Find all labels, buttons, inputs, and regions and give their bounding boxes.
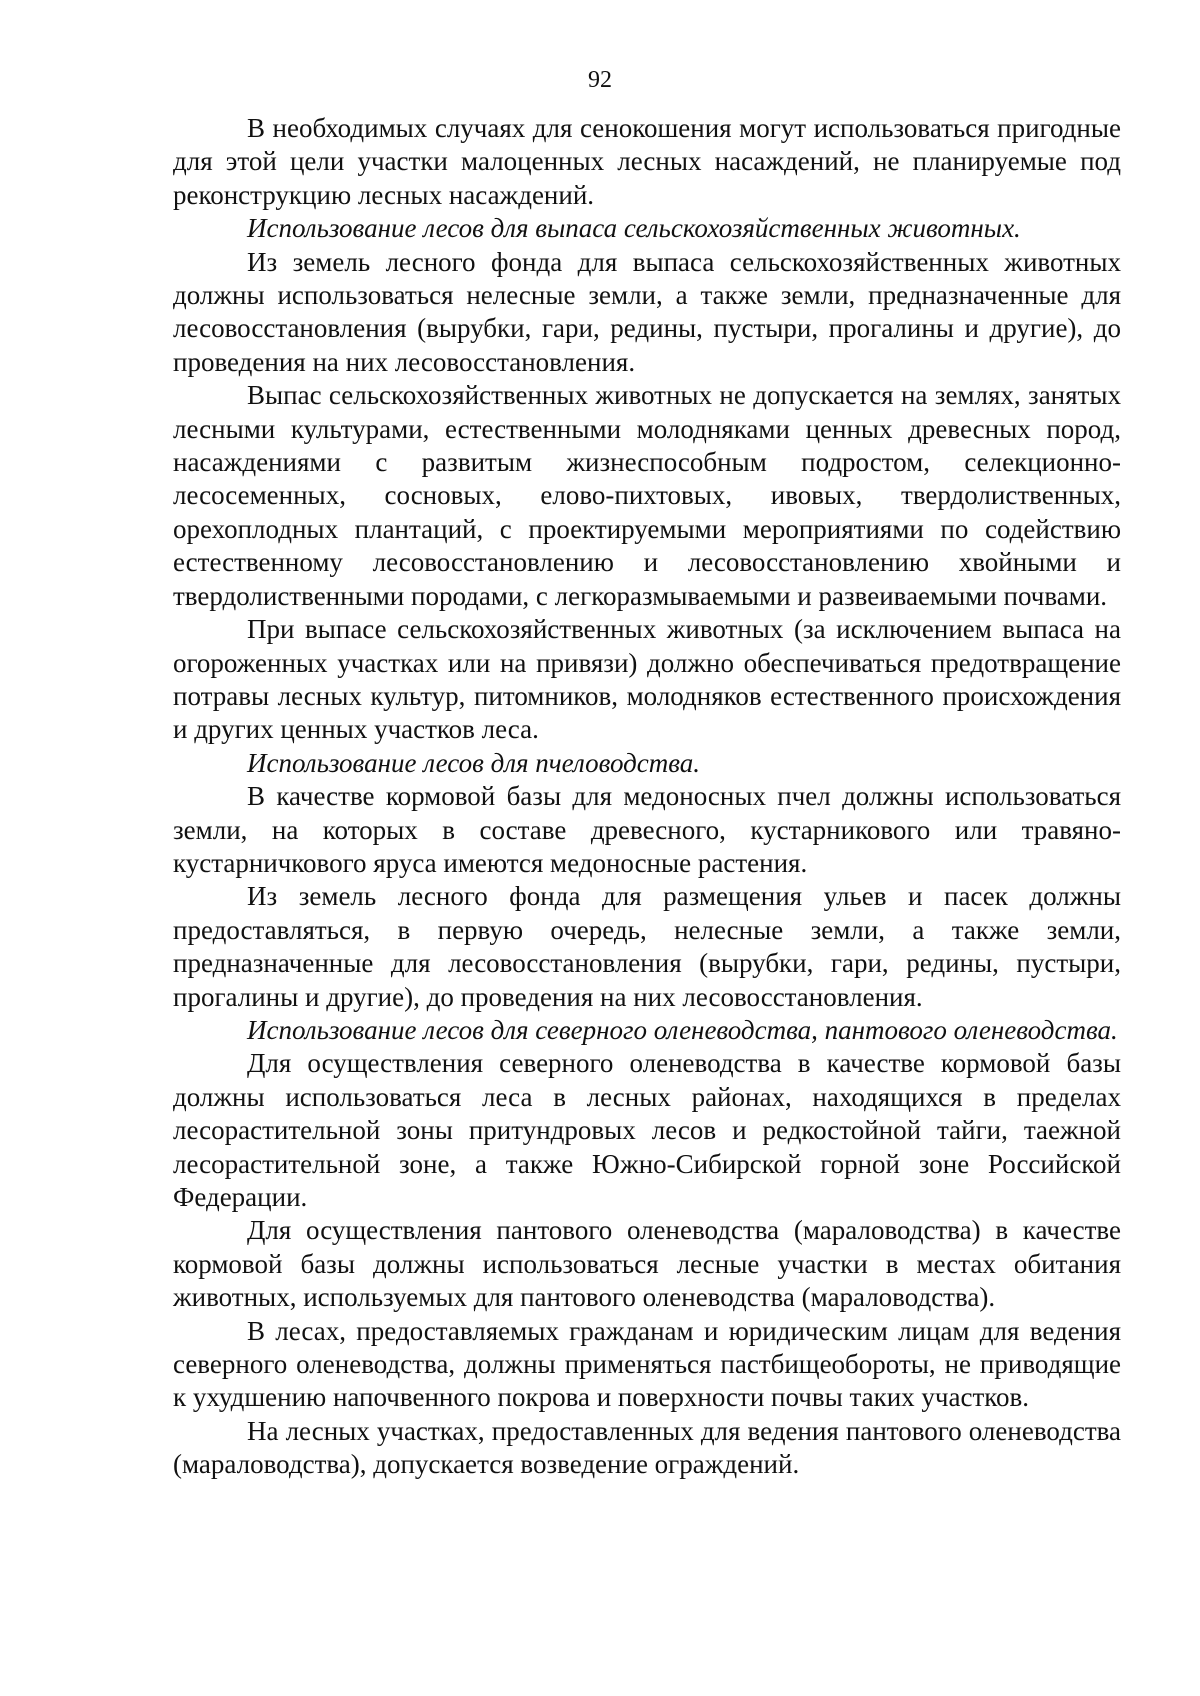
paragraph: В необходимых случаях для сенокошения могут использоваться пригодные для этой цели участки малоценных лесных насаждений, не планируемые под реконструкцию лесных насаждений. [173,113,1121,210]
document-body [173,112,1121,1482]
paragraph: В качестве кормовой базы для медоносных пчел должны использоваться земли, на которых в составе древесного, кустарникового или травяно-кустарничкового яруса имеются медоносные растения. [173,781,1121,878]
page-number: 92 [588,67,612,93]
paragraph: На лесных участках, предоставленных для ведения пантового оленеводства (мараловодства), допускается возведение ограждений. [173,1415,1121,1480]
paragraph: Для осуществления пантового оленеводства (мараловодства) в качестве кормовой базы должны использоваться лесные участки в местах обитания животных, используемых для пантового оленеводства (мараловодства). [173,1215,1121,1313]
paragraph: Из земель лесного фонда для выпаса сельскохозяйственных животных должны использоваться нелесные земли, а также земли, предназначенные для лесовосстановления (вырубки, гари, редины, пустыри, прогалины и другие), до проведения на них лесовосстановления. [173,246,1121,377]
section-heading-beekeeping: Использование лесов для пчеловодства. [247,747,701,778]
section-heading-reindeer-herding: Использование лесов для северного оленеводства, пантового оленеводства. [247,1014,1118,1045]
paragraph: Выпас сельскохозяйственных животных не допускается на землях, занятых лесными культурами, естественными молодняками ценных древесных пород, насаждениями с развитым жизнеспособным подростом, селекционно-лесосеменных, сосновых, елово-пихтовых, ивовых, твердолиственных, орехоплодных плантаций, с проектируемыми мероприятиями по содействию естественному лесовосстановлению и лесовосстановлению хвойными и твердолиственными породами, с легкоразмываемыми и развеиваемыми почвами. [173,380,1121,611]
paragraph: Для осуществления северного оленеводства в качестве кормовой базы должны использоваться леса в лесных районах, находящихся в пределах лесорастительной зоны притундровых лесов и редкостойной тайги, таежной лесорастительной зоне, а также Южно-Сибирской горной зоне Российской Федерации. [173,1048,1121,1212]
paragraph: Из земель лесного фонда для размещения ульев и пасек должны предоставляться, в первую очередь, нелесные земли, а также земли, предназначенные для лесовосстановления (вырубки, гари, редины, пустыри, прогалины и другие), до проведения на них лесовосстановления. [173,881,1121,1012]
paragraph: В лесах, предоставляемых гражданам и юридическим лицам для ведения северного оленеводства, должны применяться пастбищеобороты, не приводящие к ухудшению напочвенного покрова и поверхности почвы таких участков. [173,1315,1121,1413]
section-heading-grazing: Использование лесов для выпаса сельскохозяйственных животных. [247,213,1021,244]
paragraph: При выпасе сельскохозяйственных животных (за исключением выпаса на огороженных участках или на привязи) должно обеспечиваться предотвращение потравы лесных культур, питомников, молодняков естественного происхождения и других ценных участков леса. [173,614,1121,745]
